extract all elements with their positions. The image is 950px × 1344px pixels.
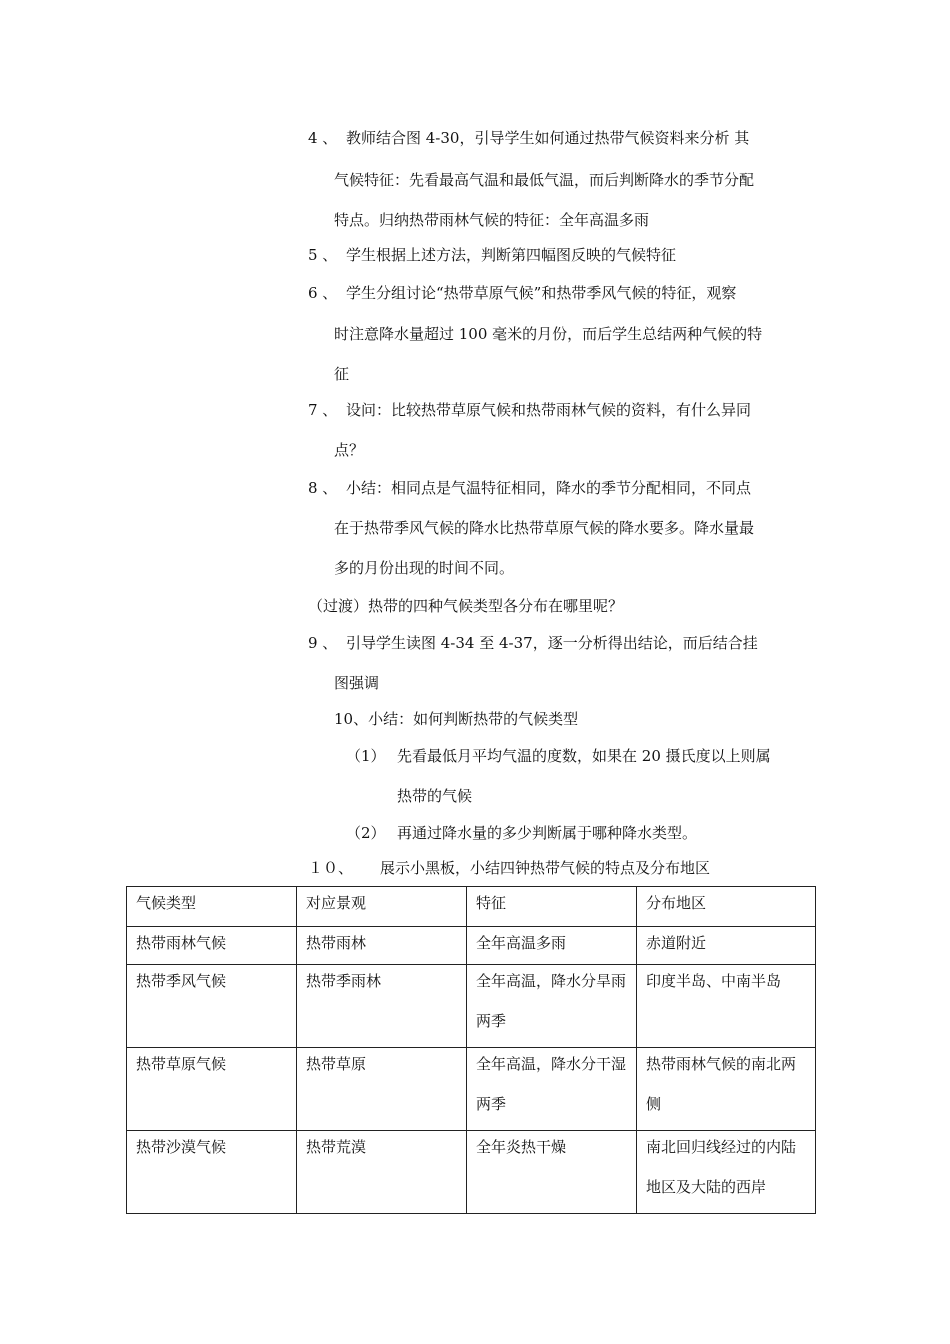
cell-text: 全年高温，降水分旱雨两季 [476,972,627,1030]
cell-text: 热带荒漠 [306,1138,367,1156]
item-8-line-1: 小结：相同点是气温特征相同，降水的季节分配相同，不同点 [346,479,752,497]
header-distribution: 分布地区 [637,887,816,927]
header-climate-type: 气候类型 [127,887,297,927]
cell-distribution: 赤道附近 [637,927,816,965]
item-7-number: 7 、 [308,401,338,419]
item-5-line-1: 学生根据上述方法，判断第四幅图反映的气候特征 [346,246,677,264]
cell-text: 热带季风气候 [136,972,227,990]
item-10-line: 10、小结：如何判断热带的气候类型 [334,710,579,728]
cell-distribution [637,965,816,1048]
sub-2-line: 再通过降水量的多少判断属于哪种降水类型。 [397,824,698,842]
cell-climate-type: 热带雨林气候 [127,927,297,965]
sub-1-line-2: 热带的气候 [397,787,473,805]
cell-landscape [297,1048,467,1131]
item-5-number: 5 、 [308,246,338,264]
item-6-line-1: 学生分组讨论“热带草原气候”和热带季风气候的特征，观察 [346,284,737,302]
cell-text: 热带草原 [306,1055,367,1073]
item-7-line-1: 设问：比较热带草原气候和热带雨林气候的资料，有什么异同 [346,401,752,419]
table-row [127,1131,816,1214]
item-4-number: 4 、 [308,129,338,147]
cell-text: 热带雨林气候的南北两侧 [646,1055,797,1113]
cell-text: 全年高温，降水分干湿两季 [476,1055,627,1113]
cell-text: 南北回归线经过的内陆地区及大陆的西岸 [646,1138,797,1196]
climate-table [126,886,816,1214]
cell-distribution [637,1131,816,1214]
cell-text: 印度半岛、中南半岛 [646,972,782,990]
item-7-line-2: 点？ [334,441,365,459]
cell-feature [467,1048,637,1131]
item-4-line-2: 气候特征：先看最高气温和最低气温，而后判断降水的季节分配 [334,171,755,189]
item-4-line-1: 教师结合图 4-30，引导学生如何通过热带气候资料来分析 其 [346,129,750,147]
item-10b-number: １０、 [308,859,354,877]
item-9-line-2: 图强调 [334,674,380,692]
item-9-line-1: 引导学生读图 4-34 至 4-37，逐一分析得出结论，而后结合挂 [346,634,758,652]
sub-2-number: （2） [346,824,386,842]
header-feature: 特征 [467,887,637,927]
cell-climate-type [127,965,297,1048]
table-header-row [127,887,816,927]
cell-climate-type [127,1048,297,1131]
cell-landscape [297,965,467,1048]
cell-feature [467,965,637,1048]
table-row [127,1048,816,1131]
item-9-number: 9 、 [308,634,338,652]
cell-text: 全年炎热干燥 [476,1138,567,1156]
item-10b-line: 展示小黑板，小结四钟热带气候的特点及分布地区 [380,859,711,877]
cell-feature [467,1131,637,1214]
sub-1-number: （1） [346,747,386,765]
cell-feature: 全年高温多雨 [467,927,637,965]
cell-landscape [297,1131,467,1214]
item-8-line-2: 在于热带季风气候的降水比热带草原气候的降水要多。降水量最 [334,519,755,537]
item-8-line-3: 多的月份出现的时间不同。 [334,559,515,577]
item-4-line-3: 特点。归纳热带雨林气候的特征：全年高温多雨 [334,211,650,229]
cell-text: 热带季雨林 [306,972,382,990]
header-landscape: 对应景观 [297,887,467,927]
cell-climate-type [127,1131,297,1214]
cell-landscape: 热带雨林 [297,927,467,965]
transition-line: （过渡）热带的四种气候类型各分布在哪里呢？ [308,597,624,615]
cell-distribution [637,1048,816,1131]
item-6-line-3: 征 [334,365,350,383]
table-row [127,965,816,1048]
item-6-line-2: 时注意降水量超过 100 毫米的月份，而后学生总结两种气候的特 [334,325,763,343]
item-8-number: 8 、 [308,479,338,497]
cell-text: 热带沙漠气候 [136,1138,227,1156]
table-row [127,927,816,965]
sub-1-line-1: 先看最低月平均气温的度数，如果在 20 摄氏度以上则属 [397,747,771,765]
item-6-number: 6 、 [308,284,338,302]
cell-text: 热带草原气候 [136,1055,227,1073]
